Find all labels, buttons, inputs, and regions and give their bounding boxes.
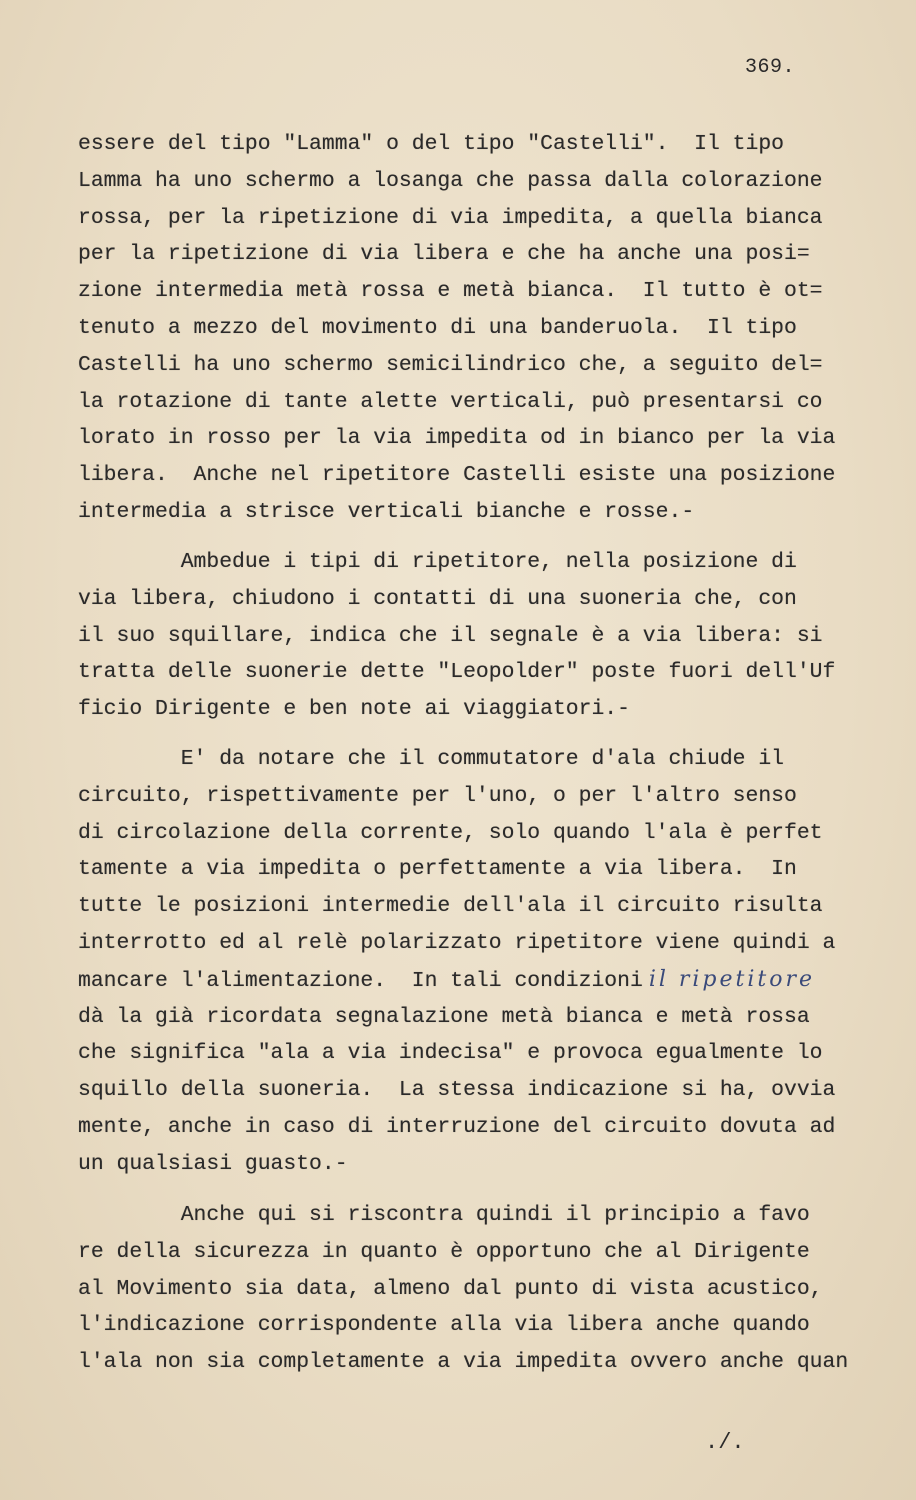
text-line: tamente a via impedita o perfettamente a via libera. In bbox=[78, 857, 797, 882]
text-line: ficio Dirigente e ben note ai viaggiatori.- bbox=[78, 697, 630, 722]
text-line: mente, anche in caso di interruzione del circuito dovuta ad bbox=[78, 1114, 836, 1139]
text-line: interrotto ed al relè polarizzato ripetitore viene quindi a bbox=[78, 930, 836, 955]
text-segment: mancare l'alimentazione. In tali condizioni bbox=[78, 968, 643, 993]
text-line: essere del tipo "Lamma" o del tipo "Castelli". Il tipo bbox=[78, 132, 785, 156]
text-line: squillo della suoneria. La stessa indicazione si ha, ovvia bbox=[78, 1078, 836, 1103]
text-line: dà la già ricordata segnalazione metà bianca e metà rossa bbox=[78, 1004, 810, 1029]
text-line: tratta delle suonerie dette "Leopolder" poste fuori dell'Uf bbox=[78, 660, 836, 685]
text-line: lorato in rosso per la via impedita od in bianco per la via bbox=[78, 426, 836, 451]
paragraph-1 bbox=[78, 126, 848, 531]
text-line: libera. Anche nel ripetitore Castelli esiste una posizione bbox=[78, 463, 836, 488]
text-line: E' da notare che il commutatore d'ala chiude il bbox=[78, 747, 785, 771]
text-line: Anche qui si riscontra quindi il principio a favo bbox=[78, 1203, 810, 1227]
text-line: che significa "ala a via indecisa" e provoca egualmente lo bbox=[78, 1041, 823, 1066]
continuation-mark: ./. bbox=[705, 1430, 745, 1455]
text-line: rossa, per la ripetizione di via impedita, a quella bianca bbox=[78, 205, 823, 230]
text-line: zione intermedia metà rossa e metà bianca. Il tutto è ot= bbox=[78, 279, 823, 304]
text-line: al Movimento sia data, almeno dal punto di vista acustico, bbox=[78, 1276, 823, 1301]
text-line-with-annotation bbox=[78, 962, 848, 999]
handwritten-insert: il ripetitore bbox=[648, 966, 816, 992]
text-line: tenuto a mezzo del movimento di una banderuola. Il tipo bbox=[78, 315, 797, 340]
paragraph-2 bbox=[78, 544, 848, 728]
text-line: un qualsiasi guasto.- bbox=[78, 1151, 348, 1176]
text-line: Ambedue i tipi di ripetitore, nella posizione di bbox=[78, 550, 797, 574]
text-line: il suo squillare, indica che il segnale è a via libera: si bbox=[78, 623, 823, 648]
text-line: via libera, chiudono i contatti di una suoneria che, con bbox=[78, 586, 797, 611]
text-line: re della sicurezza in quanto è opportuno che al Dirigente bbox=[78, 1239, 810, 1264]
text-line: Castelli ha uno schermo semicilindrico che, a seguito del= bbox=[78, 352, 823, 377]
text-line: l'ala non sia completamente a via impedita ovvero anche quan bbox=[78, 1350, 849, 1375]
text-line: per la ripetizione di via libera e che ha anche una posi= bbox=[78, 242, 810, 267]
paragraph-3 bbox=[78, 741, 848, 1183]
text-line: intermedia a strisce verticali bianche e rosse.- bbox=[78, 499, 695, 524]
text-line: Lamma ha uno schermo a losanga che passa dalla colorazione bbox=[78, 168, 823, 193]
text-line: tutte le posizioni intermedie dell'ala il circuito risulta bbox=[78, 894, 823, 919]
text-line: di circolazione della corrente, solo quando l'ala è perfet bbox=[78, 820, 823, 845]
paragraph-4 bbox=[78, 1197, 848, 1381]
text-line: circuito, rispettivamente per l'uno, o per l'altro senso bbox=[78, 783, 797, 808]
page-number: 369. bbox=[745, 56, 796, 79]
text-line: la rotazione di tante alette verticali, può presentarsi co bbox=[78, 389, 823, 414]
text-line: l'indicazione corrispondente alla via libera anche quando bbox=[78, 1313, 810, 1338]
